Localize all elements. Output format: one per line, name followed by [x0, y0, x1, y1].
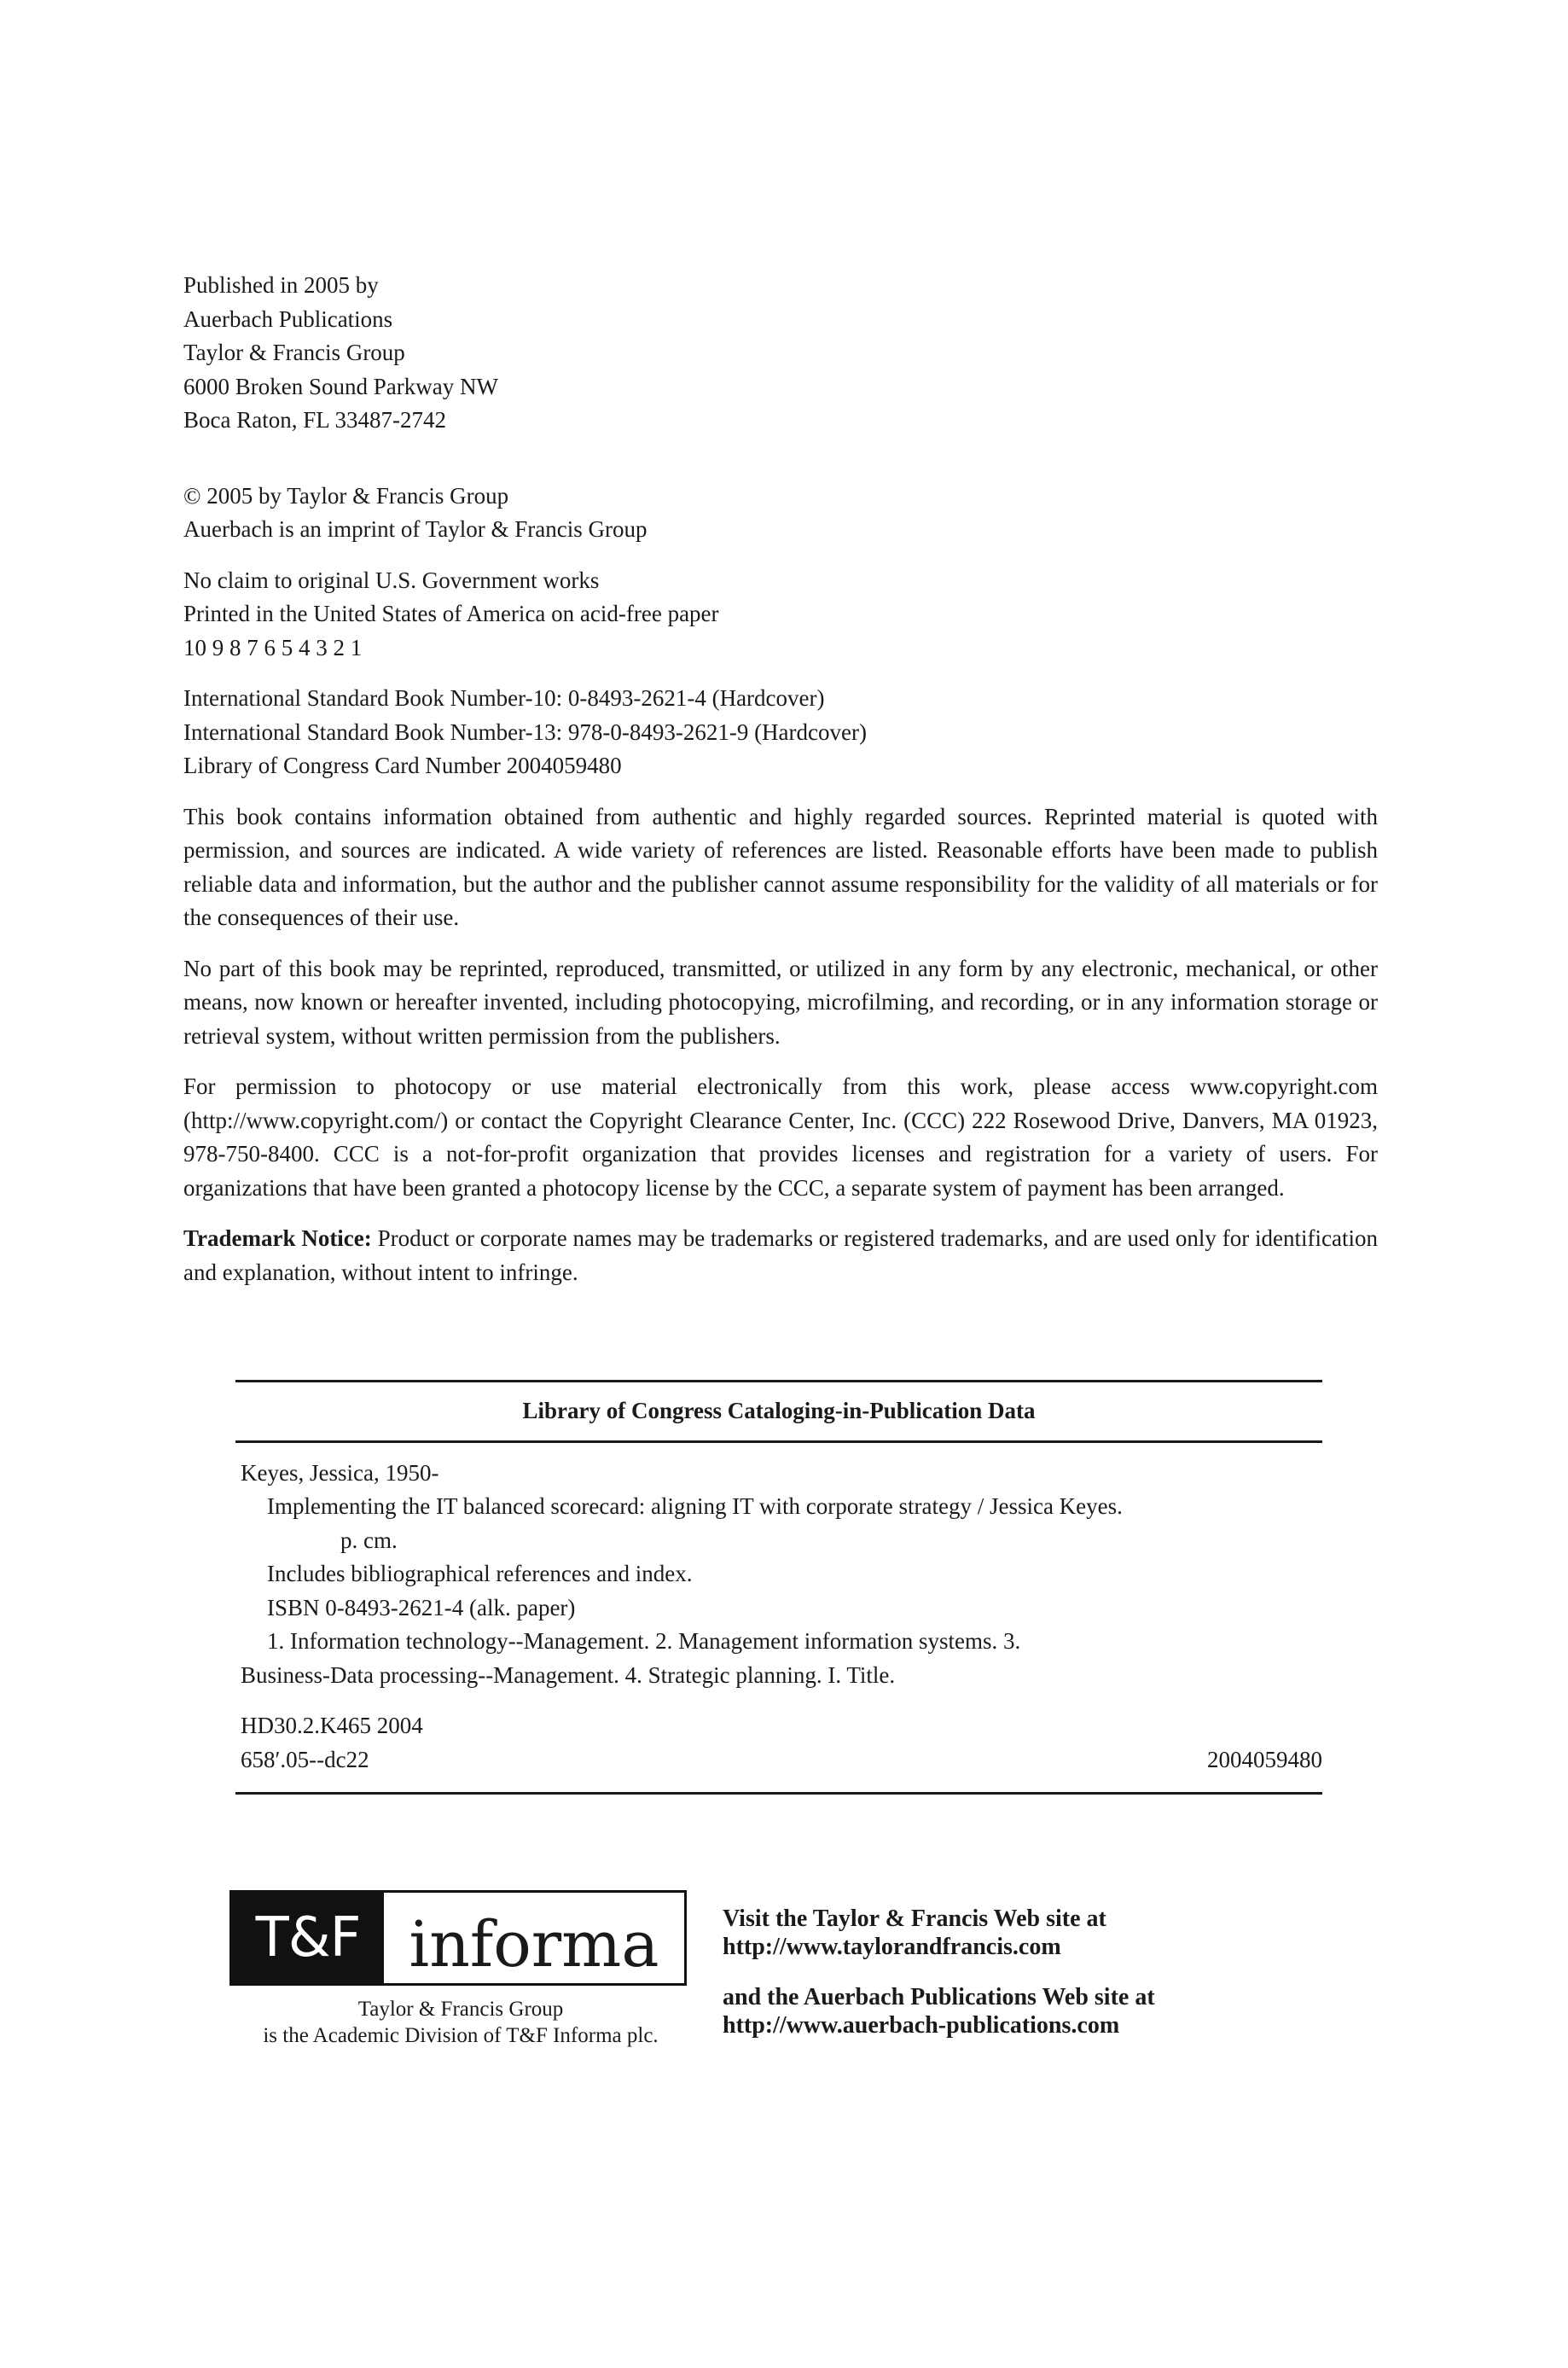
- publisher-line: 6000 Broken Sound Parkway NW: [183, 373, 498, 399]
- printing-line: No claim to original U.S. Government works: [183, 567, 600, 593]
- cip-isbn: ISBN 0-8493-2621-4 (alk. paper): [267, 1594, 576, 1620]
- visit-url-link[interactable]: http://www.auerbach-publications.com: [723, 2012, 1120, 2039]
- trademark-notice: [183, 1222, 1378, 1289]
- paragraph-text: This book contains information obtained from authentic and highly regarded sources. Reprinted material is quoted with permission, and sources are indicated. A wide variety of references are listed. Reasonable efforts have been made to publish reliable data and information, but the author and the publisher cannot assume responsibility for the validity of all materials or for the consequences of their use.: [183, 803, 1378, 930]
- publisher-line: Auerbach Publications: [183, 305, 393, 332]
- cip-card-number: 2004059480: [1207, 1746, 1322, 1772]
- logo-caption-line: Taylor & Francis Group: [357, 1998, 564, 2021]
- paragraph-sources: [183, 800, 1378, 935]
- trademark-text: Product or corporate names may be trademarks or registered trademarks, and are used only for identification and explanation, without intent to infringe.: [183, 1225, 1379, 1285]
- logo-mark-right: informa: [409, 1908, 659, 1981]
- logo-caption: [222, 1996, 700, 2049]
- copyright-line: © 2005 by Taylor & Francis Group: [183, 482, 509, 509]
- paragraph-text: No part of this book may be reprinted, reproduced, transmitted, or utilized in any form by any electronic, mechanical, or other means, now known or hereafter invented, including photocopying, microfilming, and recording, or in any information storage or retrieval system, without written permission from the publishers.: [183, 955, 1378, 1049]
- cip-block: [235, 1380, 1322, 1795]
- publisher-line: Taylor & Francis Group: [183, 340, 405, 365]
- tf-informa-logo-block: [222, 1890, 700, 2049]
- trademark-label: Trademark Notice:: [183, 1225, 372, 1251]
- cip-classification: HD30.2.K465 2004: [241, 1713, 423, 1738]
- publisher-line: Published in 2005 by: [183, 272, 379, 298]
- cip-includes: Includes bibliographical references and index.: [267, 1561, 693, 1586]
- cip-classification-row: [235, 1743, 1322, 1777]
- publisher-block: [183, 269, 1378, 1289]
- cip-subjects: Business-Data processing--Management. 4. Strategic planning. I. Title.: [241, 1661, 896, 1688]
- logo-mark-left: T&F: [232, 1893, 384, 1983]
- publisher-line: Boca Raton, FL 33487-2742: [183, 407, 446, 433]
- cip-subjects: 1. Information technology--Management. 2. Management information systems. 3.: [267, 1628, 1021, 1654]
- visit-line: Visit the Taylor & Francis Web site at: [723, 1905, 1106, 1932]
- cip-title-line: Implementing the IT balanced scorecard: aligning IT with corporate strategy / Jessica Keyes.: [267, 1493, 1123, 1519]
- cip-title: Library of Congress Cataloging-in-Publication Data: [522, 1398, 1036, 1423]
- cip-pages: p. cm.: [340, 1527, 398, 1553]
- copyright-line: Auerbach is an imprint of Taylor & Francis Group: [183, 516, 648, 542]
- visit-line: and the Auerbach Publications Web site at: [723, 1984, 1155, 2010]
- tf-informa-logo: [229, 1890, 687, 1986]
- printing-line: 10 9 8 7 6 5 4 3 2 1: [183, 634, 363, 660]
- cip-bottom-rule: [235, 1792, 1322, 1795]
- cip-dewey: 658′.05--dc22: [241, 1746, 369, 1772]
- logo-caption-line: is the Academic Division of T&F Informa plc.: [263, 2024, 659, 2047]
- visit-block: [723, 1905, 1371, 2039]
- cip-author: Keyes, Jessica, 1950-: [241, 1459, 439, 1486]
- paragraph-reproduction: [183, 952, 1378, 1054]
- cip-body: [235, 1443, 1322, 1777]
- isbn-line: International Standard Book Number-13: 978-0-8493-2621-9 (Hardcover): [183, 719, 867, 745]
- paragraph-text: For permission to photocopy or use material electronically from this work, please access www.copyright.com (http://www.copyright.com/) or contact the Copyright Clearance Center, Inc. (CCC) 222 Rosewood Drive, Danvers, MA 01923, 978-750-8400. CCC is a not-for-profit organization that provides licenses and registration for a variety of users. For organizations that have been granted a photocopy license by the CCC, a separate system of payment has been arranged.: [183, 1073, 1378, 1201]
- visit-url-link[interactable]: http://www.taylorandfrancis.com: [723, 1934, 1061, 1960]
- printing-line: Printed in the United States of America on acid-free paper: [183, 601, 719, 626]
- paragraph-permissions: [183, 1070, 1378, 1205]
- isbn-line: Library of Congress Card Number 2004059480: [183, 753, 622, 778]
- isbn-line: International Standard Book Number-10: 0-8493-2621-4 (Hardcover): [183, 685, 825, 711]
